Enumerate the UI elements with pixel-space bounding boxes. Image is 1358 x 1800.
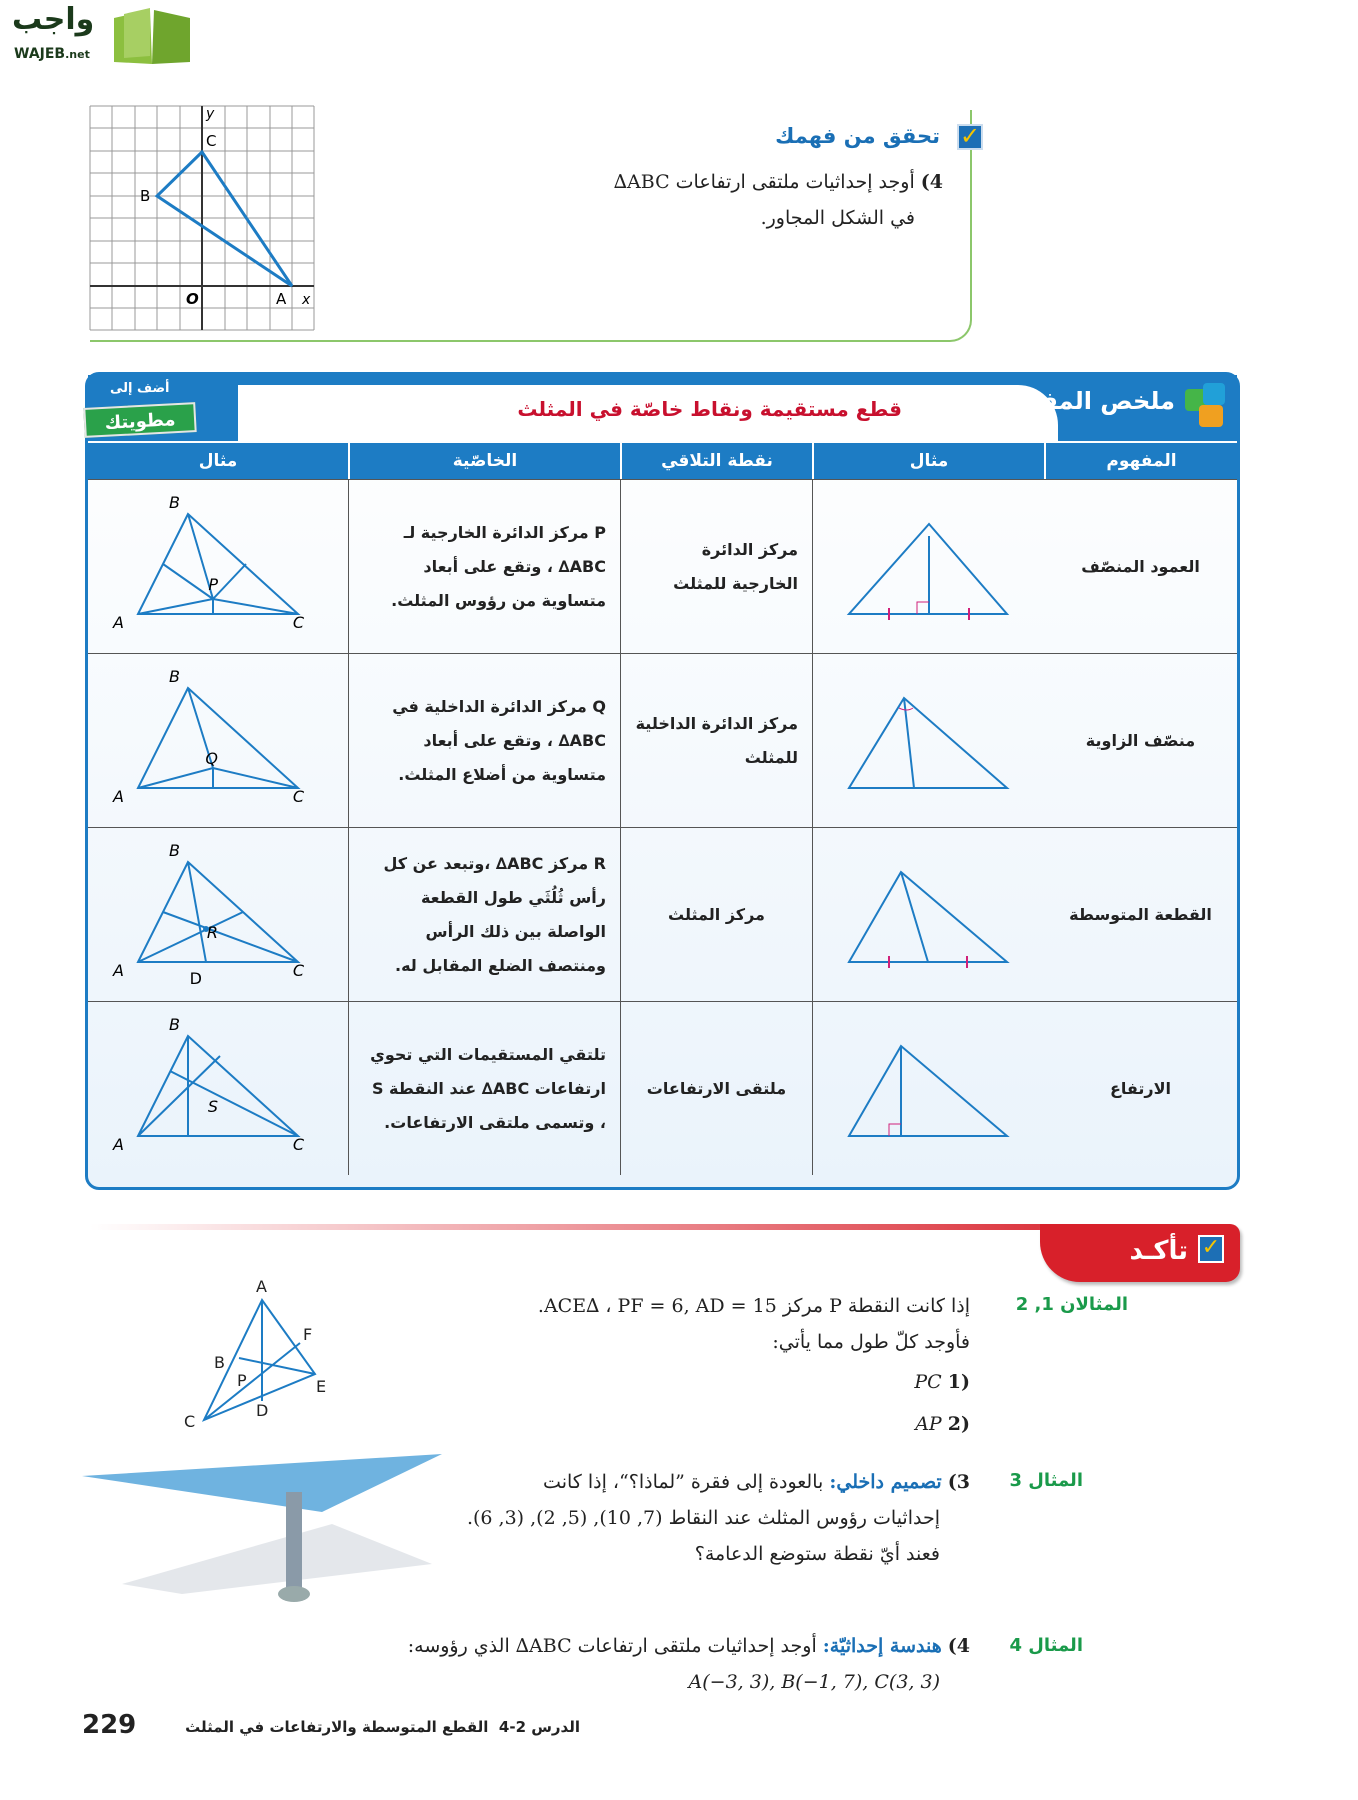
- origin-label: O: [186, 290, 199, 308]
- question-4: 4) هندسة إحداثيّة: أوجد إحداثيات ملتقى ارتفاعات ABC∆ الذي رؤوسه: A(−3, 3), B(−1, 7), C(3, 3): [407, 1635, 970, 1693]
- check-question: 4) أوجد إحداثيات ملتقى ارتفاعات ABC∆ في الشكل المجاور.: [613, 171, 943, 229]
- header-concept: المفهوم: [1044, 443, 1237, 479]
- table-support-image: [82, 1454, 452, 1614]
- question-3: 3) تصميم داخلي: بالعودة إلى فقرة ”لماذا؟“، إذا كانت إحداثيات رؤوس المثلث عند النقاط (7, 10), (5, 2), (3, 6). فعند أيّ نقطة ستوضع الدعامة؟: [466, 1471, 970, 1565]
- logo-latin: WAJEB.net: [14, 46, 90, 62]
- concept-example-figure: [812, 479, 1044, 653]
- center-label: Q: [205, 748, 218, 768]
- triangle-ace-figure: [170, 1270, 340, 1430]
- label-c: C: [206, 132, 217, 150]
- fig-label-p: P: [237, 1371, 247, 1390]
- check-understanding-title: تحقق من فهمك: [775, 124, 940, 148]
- vertex-label-a: A: [113, 960, 124, 980]
- property-text: P مركز الدائرة الخارجية لـ ABC∆ ، وتقع على أبعاد متساوية من رؤوس المثلث.: [348, 479, 620, 653]
- triangle-figure: [839, 1026, 1019, 1151]
- practice-banner-line: [90, 1224, 1150, 1230]
- header-example-2: مثال: [88, 443, 348, 479]
- triangle-figure: [113, 840, 318, 988]
- midpoint-label-d: D: [189, 968, 202, 988]
- example-4-label: المثال 4: [1009, 1635, 1083, 1656]
- y-axis-label: y: [206, 106, 215, 122]
- triangle-figure: [113, 666, 318, 814]
- vertex-label-b: B: [169, 840, 180, 860]
- x-axis-label: x: [302, 292, 311, 308]
- vertex-label-c: C: [292, 960, 304, 980]
- vertex-label-c: C: [292, 786, 304, 806]
- vertex-label-c: C: [292, 1134, 304, 1154]
- triangle-figure: [839, 504, 1019, 629]
- center-label: R: [206, 922, 218, 942]
- vertex-label-a: A: [113, 786, 124, 806]
- fig-label-a: A: [256, 1277, 267, 1296]
- detailed-example-figure: [88, 1001, 348, 1175]
- vertex-label-b: B: [169, 666, 180, 686]
- concept-name: العمود المنصّف: [1044, 479, 1237, 653]
- header-example: مثال: [812, 443, 1044, 479]
- concept-name: الارتفاع: [1044, 1001, 1237, 1175]
- fig-label-c: C: [184, 1412, 196, 1431]
- fig-label-d: D: [256, 1401, 269, 1420]
- concept-example-figure: [812, 1001, 1044, 1175]
- detailed-example-figure: [88, 827, 348, 1001]
- intersection-point: مركز الدائرة الخارجية للمثلث: [620, 479, 812, 653]
- book-icon: [110, 6, 195, 66]
- intersection-point: مركز الدائرة الداخلية للمثلث: [620, 653, 812, 827]
- concept-example-figure: [812, 653, 1044, 827]
- fig-label-b: B: [214, 1353, 225, 1372]
- concept-summary-title: ملخص المفاهيم: [987, 387, 1175, 415]
- fig-label-f: F: [303, 1325, 313, 1344]
- detailed-example-figure: [88, 653, 348, 827]
- header-property: الخاصّية: [348, 443, 620, 479]
- vertex-label-b: B: [169, 1014, 180, 1034]
- triangle-figure: [839, 852, 1019, 977]
- concept-logo-icon: [1185, 383, 1227, 429]
- label-b: B: [140, 187, 151, 205]
- checkbox-icon: ✓: [1198, 1235, 1224, 1263]
- concept-name: القطعة المتوسطة: [1044, 827, 1237, 1001]
- practice-title: تأكـد: [1129, 1236, 1188, 1266]
- foldable-add-label: أضف إلى: [110, 381, 170, 396]
- checkbox-icon: ✓: [957, 124, 983, 150]
- triangle-figure: [113, 1014, 318, 1162]
- question-1-2: إذا كانت النقطة P مركز ACE∆ ، PF = 6, AD = 15. فأوجد كلّ طول مما يأتي: (1 PC (2 AP: [537, 1295, 970, 1435]
- concept-summary-subtitle: قطع مستقيمة ونقاط خاصّة في المثلث: [517, 397, 902, 421]
- property-text: Q مركز الدائرة الداخلية في ABC∆ ، وتقع على أبعاد متساوية من أضلاع المثلث.: [348, 653, 620, 827]
- page-number: 229: [82, 1710, 137, 1740]
- label-a: A: [276, 290, 287, 308]
- concept-summary-table: [85, 372, 1240, 1190]
- vertex-label-a: A: [113, 612, 124, 632]
- triangle-figure: [839, 678, 1019, 803]
- vertex-label-b: B: [169, 492, 180, 512]
- lesson-footer: الدرس 2-4 القطع المتوسطة والارتفاعات في المثلث: [185, 1718, 580, 1736]
- foldable-label: مطويتك: [83, 402, 196, 438]
- detailed-example-figure: [88, 479, 348, 653]
- header-intersection: نقطة التلاقي: [620, 443, 812, 479]
- intersection-point: مركز المثلث: [620, 827, 812, 1001]
- property-text: R مركز ABC∆ ،وتبعد عن كل رأس ثُلُثَي طول القطعة الواصلة بين ذلك الرأس ومنتصف الضلع المقابل له.: [348, 827, 620, 1001]
- center-label: P: [208, 574, 218, 594]
- intersection-point: ملتقى الارتفاعات: [620, 1001, 812, 1175]
- triangle-figure: [113, 492, 318, 640]
- wajeb-logo: [10, 4, 195, 66]
- vertex-label-a: A: [113, 1134, 124, 1154]
- example-1-2-label: المثالان 1, 2: [1015, 1294, 1128, 1315]
- foldable-badge[interactable]: [88, 379, 203, 439]
- property-text: تلتقي المستقيمات التي تحوي ارتفاعات ABC∆ عند النقطة S ، وتسمى ملتقى الارتفاعات.: [348, 1001, 620, 1175]
- center-label: S: [207, 1096, 218, 1116]
- logo-arabic: واجب: [12, 2, 95, 37]
- concept-example-figure: [812, 827, 1044, 1001]
- fig-label-e: E: [316, 1377, 327, 1396]
- vertex-label-c: C: [292, 612, 304, 632]
- concept-name: منصّف الزاوية: [1044, 653, 1237, 827]
- example-3-label: المثال 3: [1009, 1470, 1083, 1491]
